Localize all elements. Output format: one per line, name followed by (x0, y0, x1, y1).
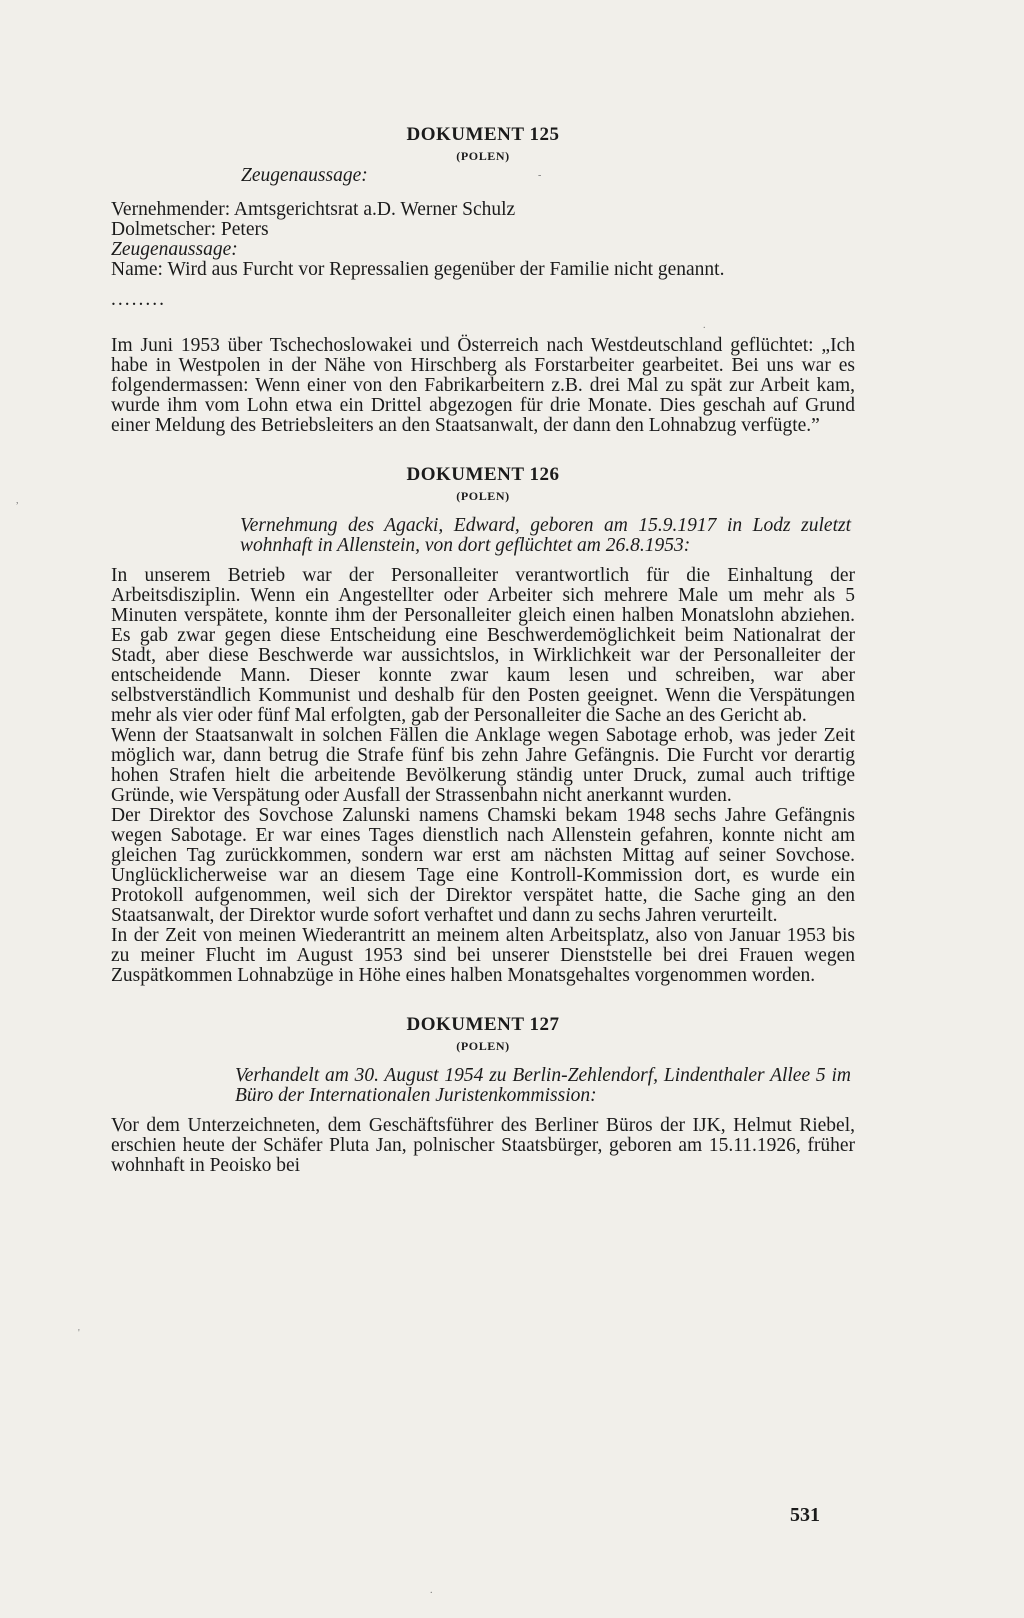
document-country: (POLEN) (456, 489, 510, 503)
document-country: (POLEN) (456, 149, 510, 163)
document-126 (111, 464, 855, 986)
scan-speck: - (538, 170, 542, 181)
body-paragraph: In der Zeit von meinen Wiederantritt an meinem alten Arbeitsplatz, also von Januar 1953 bis zu meiner Flucht im August 1953 sind bei unserer Dienststelle bei drei Frauen wegen Zuspätkommen Lohnabzüge in Höhe eines halben Monatsgehaltes vorgenommen worden. (111, 925, 855, 986)
document-title: DOKUMENT 125 (406, 124, 560, 145)
document-intro: Zeugenaussage: (241, 165, 368, 186)
text-label: Zeugenaussage: (111, 239, 238, 260)
body-paragraph: Wenn der Staatsanwalt in solchen Fällen die Anklage wegen Sabotage erhob, was jeder Zeit möglich war, dann betrug die Strafe fünf bis zehn Jahre Gefängnis. Die Furcht vor derartig hohen Strafen hielt die arbeitende Bevölkerung ständig unter Druck, zumal auch triftige Gründe, wie Verspätung oder Ausfall der Strassenbahn nicht anerkannt wurden. (111, 725, 855, 806)
document-125 (111, 124, 855, 436)
document-intro: Verhandelt am 30. August 1954 zu Berlin-Zehlendorf, Lindenthaler Allee 5 im Büro der Internationalen Juristenkommission: (235, 1065, 851, 1106)
scan-speck: . (703, 320, 706, 331)
document-intro: Vernehmung des Agacki, Edward, geboren am 15.9.1917 in Lodz zuletzt wohnhaft in Allenstein, von dort geflüchtet am 26.8.1953: (240, 515, 851, 556)
ellipsis-dots: ........ (111, 289, 166, 310)
text-column (111, 124, 855, 1176)
scan-speck: , (16, 495, 19, 506)
scan-speck: . (430, 1585, 433, 1596)
text-line: Vernehmender: Amtsgerichtsrat a.D. Werner Schulz (111, 199, 516, 220)
text-line: Dolmetscher: Peters (111, 219, 269, 240)
name-line: Name: Wird aus Furcht vor Repressalien gegenüber der Familie nicht genannt. (111, 259, 725, 280)
page-number: 531 (790, 1504, 820, 1526)
document-127 (111, 1014, 855, 1176)
scan-speck: ' (78, 1328, 80, 1339)
body-paragraph: Der Direktor des Sovchose Zalunski namens Chamski bekam 1948 sechs Jahre Gefängnis wegen Sabotage. Er war eines Tages dienstlich nach Allenstein gefahren, konnte nicht am gleichen Tag zurückkommen, sondern war erst am nächsten Mittag auf seiner Sovchose. Unglücklicherweise war an diesem Tage eine Kontroll-Kommission dort, es wurde ein Protokoll aufgenommen, weil sich der Direktor verspätet hatte, die Sache ging an den Staatsanwalt, der Direktor wurde sofort verhaftet und dann zu sechs Jahren verurteilt. (111, 805, 855, 926)
body-paragraph: Im Juni 1953 über Tschechoslowakei und Österreich nach Westdeutschland geflüchtet: „Ich habe in Westpolen in der Nähe von Hirschberg als Forstarbeiter gearbeitet. Bei uns war es folgendermassen: Wenn einer von den Fabrikarbeitern z.B. drei Mal zu spät zur Arbeit kam, wurde ihm vom Lohn etwa ein Drittel abgezogen für drie Monate. Dies geschah auf Grund einer Meldung des Betriebsleiters an den Staatsanwalt, der dann den Lohnabzug verfügte.” (111, 335, 855, 436)
document-title: DOKUMENT 126 (406, 464, 560, 485)
document-title: DOKUMENT 127 (406, 1014, 560, 1035)
body-paragraph: Vor dem Unterzeichneten, dem Geschäftsführer des Berliner Büros der IJK, Helmut Riebel, erschien heute der Schäfer Pluta Jan, polnischer Staatsbürger, geboren am 15.11.1926, früher wohnhaft in Peoisko bei (111, 1115, 855, 1176)
body-paragraph: In unserem Betrieb war der Personalleiter verantwortlich für die Einhaltung der Arbeitsdisziplin. Wenn ein Angestellter oder Arbeiter sich mehrere Male um mehr als 5 Minuten verspätete, konnte ihm der Personalleiter gleich einen halben Monatslohn abziehen. Es gab zwar gegen diese Entscheidung eine Beschwerdemöglichkeit beim Nationalrat der Stadt, aber diese Beschwerde war aussichtslos, in Wirklichkeit war der Personalleiter der entscheidende Mann. Dieser konnte zwar kaum lesen und schreiben, war aber selbstverständlich Kommunist und deshalb für den Posten geeignet. Wenn die Verspätungen mehr als vier oder fünf Mal erfolgten, gab der Personalleiter die Sache an des Gericht ab. (111, 565, 855, 726)
document-country: (POLEN) (456, 1039, 510, 1053)
